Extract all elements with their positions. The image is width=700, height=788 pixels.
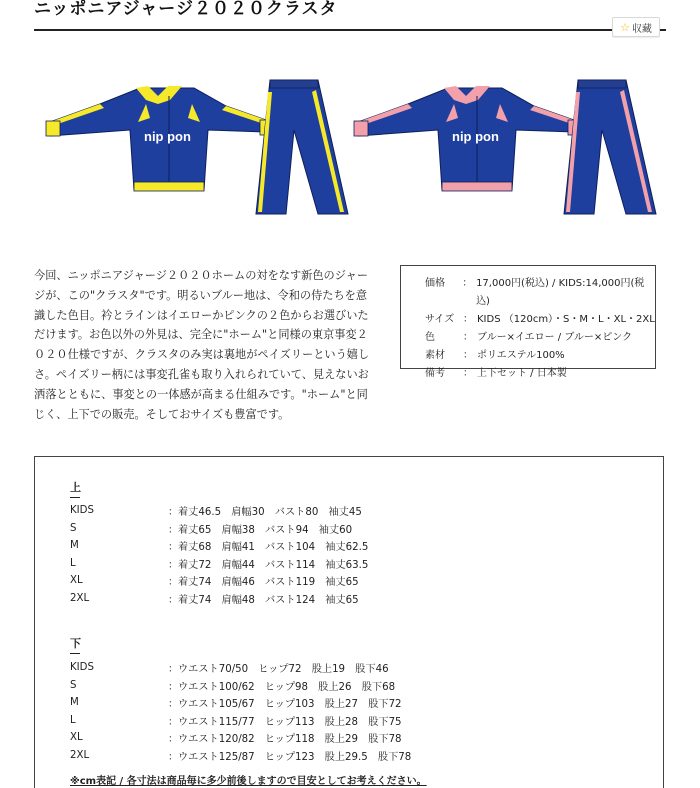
size-separator: ： [168, 594, 179, 606]
product-images [0, 0, 700, 260]
size-measurements: 着丈65 肩幅38 バスト94 袖丈60 [178, 524, 353, 536]
spec-row [425, 311, 655, 329]
spec-value: KIDS （120cm）・S・M・L・XL・2XL [477, 314, 655, 325]
size-label: KIDS [70, 505, 94, 517]
star-icon: ☆ [620, 20, 630, 34]
pants-pink-image[interactable] [564, 80, 656, 214]
size-measurements: 着丈74 肩幅46 バスト119 袖丈65 [178, 577, 359, 589]
size-row [70, 677, 630, 695]
spec-value: 17,000円(税込) / KIDS:14,000円(税込) [476, 278, 645, 307]
spec-key: サイズ [425, 314, 455, 325]
size-measurements: ウエスト115/77 ヒップ113 股上28 股下75 [178, 716, 402, 728]
bottom-size-rows [70, 659, 630, 764]
size-measurements: ウエスト100/62 ヒップ98 股上26 股下68 [178, 681, 396, 693]
spec-separator: ： [463, 314, 473, 325]
spec-value: 上下セット / 日本製 [477, 368, 567, 379]
jacket-yellow-logo: nip pon [144, 129, 191, 144]
spec-value: ポリエステル100% [477, 350, 565, 361]
size-separator: ： [168, 542, 179, 554]
spec-key: 備考 [425, 368, 445, 379]
size-row [70, 747, 630, 765]
size-label: XL [70, 732, 83, 744]
size-separator: ： [168, 734, 179, 746]
size-label: M [70, 540, 79, 552]
page-title: ニッポニアジャージ２０２０クラスタ [34, 0, 338, 19]
spec-separator: ： [463, 368, 473, 379]
size-measurements: ウエスト125/87 ヒップ123 股上29.5 股下78 [178, 751, 412, 763]
spec-row [425, 275, 655, 311]
size-measurements: 着丈68 肩幅41 バスト104 袖丈62.5 [178, 542, 369, 554]
top-size-heading: 上 [70, 481, 81, 494]
spec-value: ブルー×イエロー / ブルー×ピンク [477, 332, 633, 343]
product-description: 今回、ニッポニアジャージ２０２０ホームの対をなす新色のジャージが、この"クラスタ"です。明るいブルー地は、令和の侍たちを意識した色目。衿とラインはイエローかピンクの２色からお選びいただけます。お色以外の外見は、完全に"ホーム"と同様の東京事変２０２０仕様ですが、クラスタのみ実は裏地がペイズリーという嬉しさ。ペイズリー柄には事変孔雀も取り入れられていて、見えないお洒落とともに、事変との一体感が高まる仕組みです。"ホーム"と同じく、上下での販売。そしておサイズも豊富です。 [34, 269, 370, 421]
size-row [70, 537, 630, 555]
spec-separator: ： [462, 278, 473, 289]
favorite-label: 収藏 [631, 23, 652, 35]
size-row [70, 520, 630, 538]
size-label: 2XL [70, 592, 90, 604]
size-separator: ： [168, 559, 179, 571]
size-row [70, 729, 630, 747]
size-measurements: ウエスト120/82 ヒップ118 股上29 股下78 [178, 734, 402, 746]
jacket-yellow-image[interactable] [46, 86, 274, 191]
size-row [70, 555, 630, 573]
size-label: XL [70, 575, 83, 587]
size-separator: ： [168, 577, 179, 589]
bottom-size-heading: 下 [70, 637, 81, 650]
size-separator: ： [168, 681, 179, 693]
size-row [70, 712, 630, 730]
size-label: M [70, 697, 79, 709]
size-measurements: 着丈46.5 肩幅30 バスト80 袖丈45 [178, 507, 362, 519]
spec-row [425, 365, 655, 383]
size-separator: ： [168, 664, 179, 676]
size-row [70, 590, 630, 608]
size-row [70, 502, 630, 520]
top-size-rows [70, 502, 630, 607]
size-measurements: ウエスト105/67 ヒップ103 股上27 股下72 [178, 699, 402, 711]
spec-separator: ： [463, 332, 473, 343]
size-label: KIDS [70, 662, 94, 674]
size-label: L [70, 557, 76, 569]
size-row [70, 572, 630, 590]
spec-key: 素材 [425, 350, 445, 361]
size-label: S [70, 679, 77, 691]
jacket-pink-image[interactable] [354, 86, 582, 191]
size-label: L [70, 714, 76, 726]
size-separator: ： [168, 524, 179, 536]
size-row [70, 659, 630, 677]
size-label: 2XL [70, 749, 90, 761]
size-separator: ： [168, 751, 179, 763]
size-measurements: ウエスト70/50 ヒップ72 股上19 股下46 [178, 664, 389, 676]
size-chart [34, 456, 664, 788]
spec-row [425, 347, 655, 365]
spec-box [400, 265, 656, 379]
size-measurements: 着丈72 肩幅44 バスト114 袖丈63.5 [178, 559, 369, 571]
jacket-pink-logo: nip pon [452, 129, 499, 144]
size-separator: ： [168, 699, 179, 711]
size-label: S [70, 522, 77, 534]
spec-separator: ： [463, 350, 473, 361]
size-separator: ： [168, 507, 179, 519]
size-row [70, 694, 630, 712]
size-note: ※cm表記 / 各寸法は商品毎に多少前後しますので目安としてお考えください。 [70, 776, 427, 787]
spec-key: 色 [425, 332, 435, 343]
spec-row [425, 329, 655, 347]
size-separator: ： [168, 716, 179, 728]
pants-yellow-image[interactable] [256, 80, 348, 214]
size-measurements: 着丈74 肩幅48 バスト124 袖丈65 [178, 594, 359, 606]
spec-key: 価格 [425, 278, 445, 289]
